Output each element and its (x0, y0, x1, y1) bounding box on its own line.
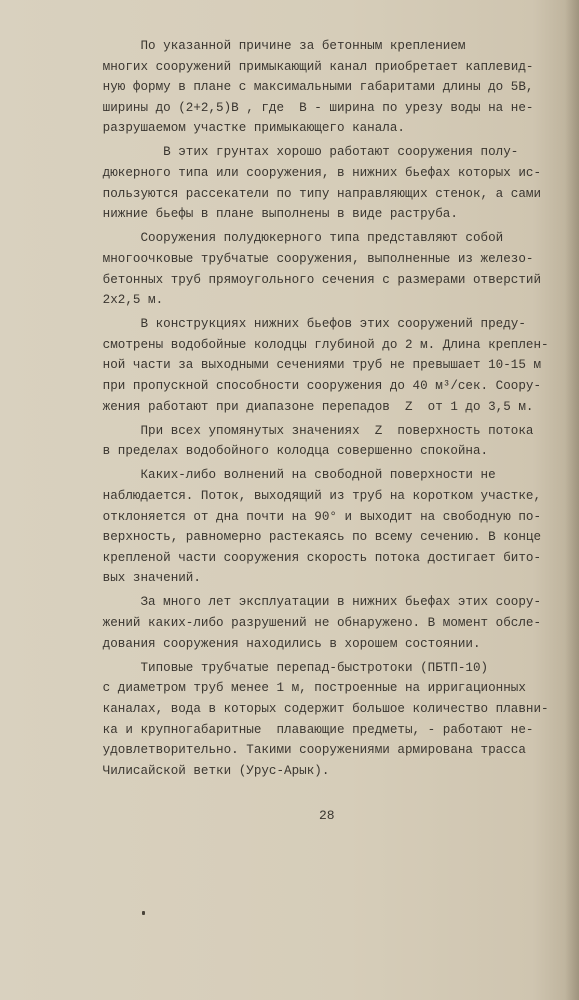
text-line: в пределах водобойного колодца совершенно спокойна. (80, 444, 489, 459)
text-line: смотрены водобойные колодцы глубиной до 2 м. Длина креплен- (80, 337, 549, 352)
text-line: дования сооружения находились в хорошем состоянии. (80, 636, 481, 651)
text-line: 2х2,5 м. (80, 293, 164, 308)
text-line: пользуются рассекатели по типу направляющих стенок, а сами (80, 186, 542, 201)
text-line: ную форму в плане с максимальными габаритами длины до 5В, (80, 80, 534, 95)
text-line: В этих грунтах хорошо работают сооружения полу- (80, 145, 519, 160)
text-line: с диаметром труб менее 1 м, построенные на ирригационных (80, 681, 526, 696)
text-line: многих сооружений примыкающий канал приобретает каплевид- (80, 59, 534, 74)
text-line: Сооружения полудюкерного типа представляют собой (80, 231, 504, 246)
text-line: Чилисайской ветки (Урус-Арык). (80, 763, 330, 778)
text-line: жения работают при диапазоне перепадов Z от 1 до 3,5 м. (80, 399, 534, 414)
text-line: При всех упомянутых значениях Z поверхность потока (80, 423, 534, 438)
text-line: нижние бьефы в плане выполнены в виде раструба. (80, 207, 458, 222)
text-line: многоочковые трубчатые сооружения, выполненные из железо- (80, 251, 534, 266)
text-line: ной части за выходными сечениями труб не превышает 10-15 м (80, 358, 542, 373)
text-line: ка и крупногабаритные плавающие предметы, - работают не- (80, 722, 534, 737)
text-line: Типовые трубчатые перепад-быстротоки (ПБТП-10) (80, 660, 489, 675)
ink-speck (142, 911, 145, 915)
text-line: крепленой части сооружения скорость потока достигает бито- (80, 550, 542, 565)
text-line: По указанной причине за бетонным креплением (80, 39, 466, 53)
text-line: наблюдается. Поток, выходящий из труб на коротком участке, (80, 488, 542, 503)
text-line: В конструкциях нижних бьефов этих сооружений преду- (80, 317, 526, 332)
text-line: отклоняется от дна почти на 90° и выходит на свободную по- (80, 509, 542, 524)
text-line: верхность, равномерно растекаясь по всему сечению. В конце (80, 530, 542, 545)
text-line: каналах, вода в которых содержит большое количество плавни- (80, 701, 549, 716)
text-line: при пропускной способности сооружения до 40 м³/сек. Соору- (80, 379, 542, 393)
body-text (80, 36, 568, 781)
text-line: разрушаемом участке примыкающего канала. (80, 121, 405, 136)
text-line: вых значений. (80, 571, 201, 586)
page-number: 28 (319, 808, 335, 823)
text-line: удовлетворительно. Такими сооружениями армирована трасса (80, 743, 526, 758)
text-line: бетонных труб прямоугольного сечения с размерами отверстий (80, 272, 542, 287)
text-line: дюкерного типа или сооружения, в нижних бьефах которых ис- (80, 166, 542, 181)
text-line: За много лет эксплуатации в нижних бьефах этих соору- (80, 595, 542, 610)
text-line: ширины до (2+2,5)В , где В - ширина по урезу воды на не- (80, 100, 534, 115)
text-line: жений каких-либо разрушений не обнаружено. В момент обсле- (80, 616, 542, 631)
text-line: Каких-либо волнений на свободной поверхности не (80, 468, 496, 483)
